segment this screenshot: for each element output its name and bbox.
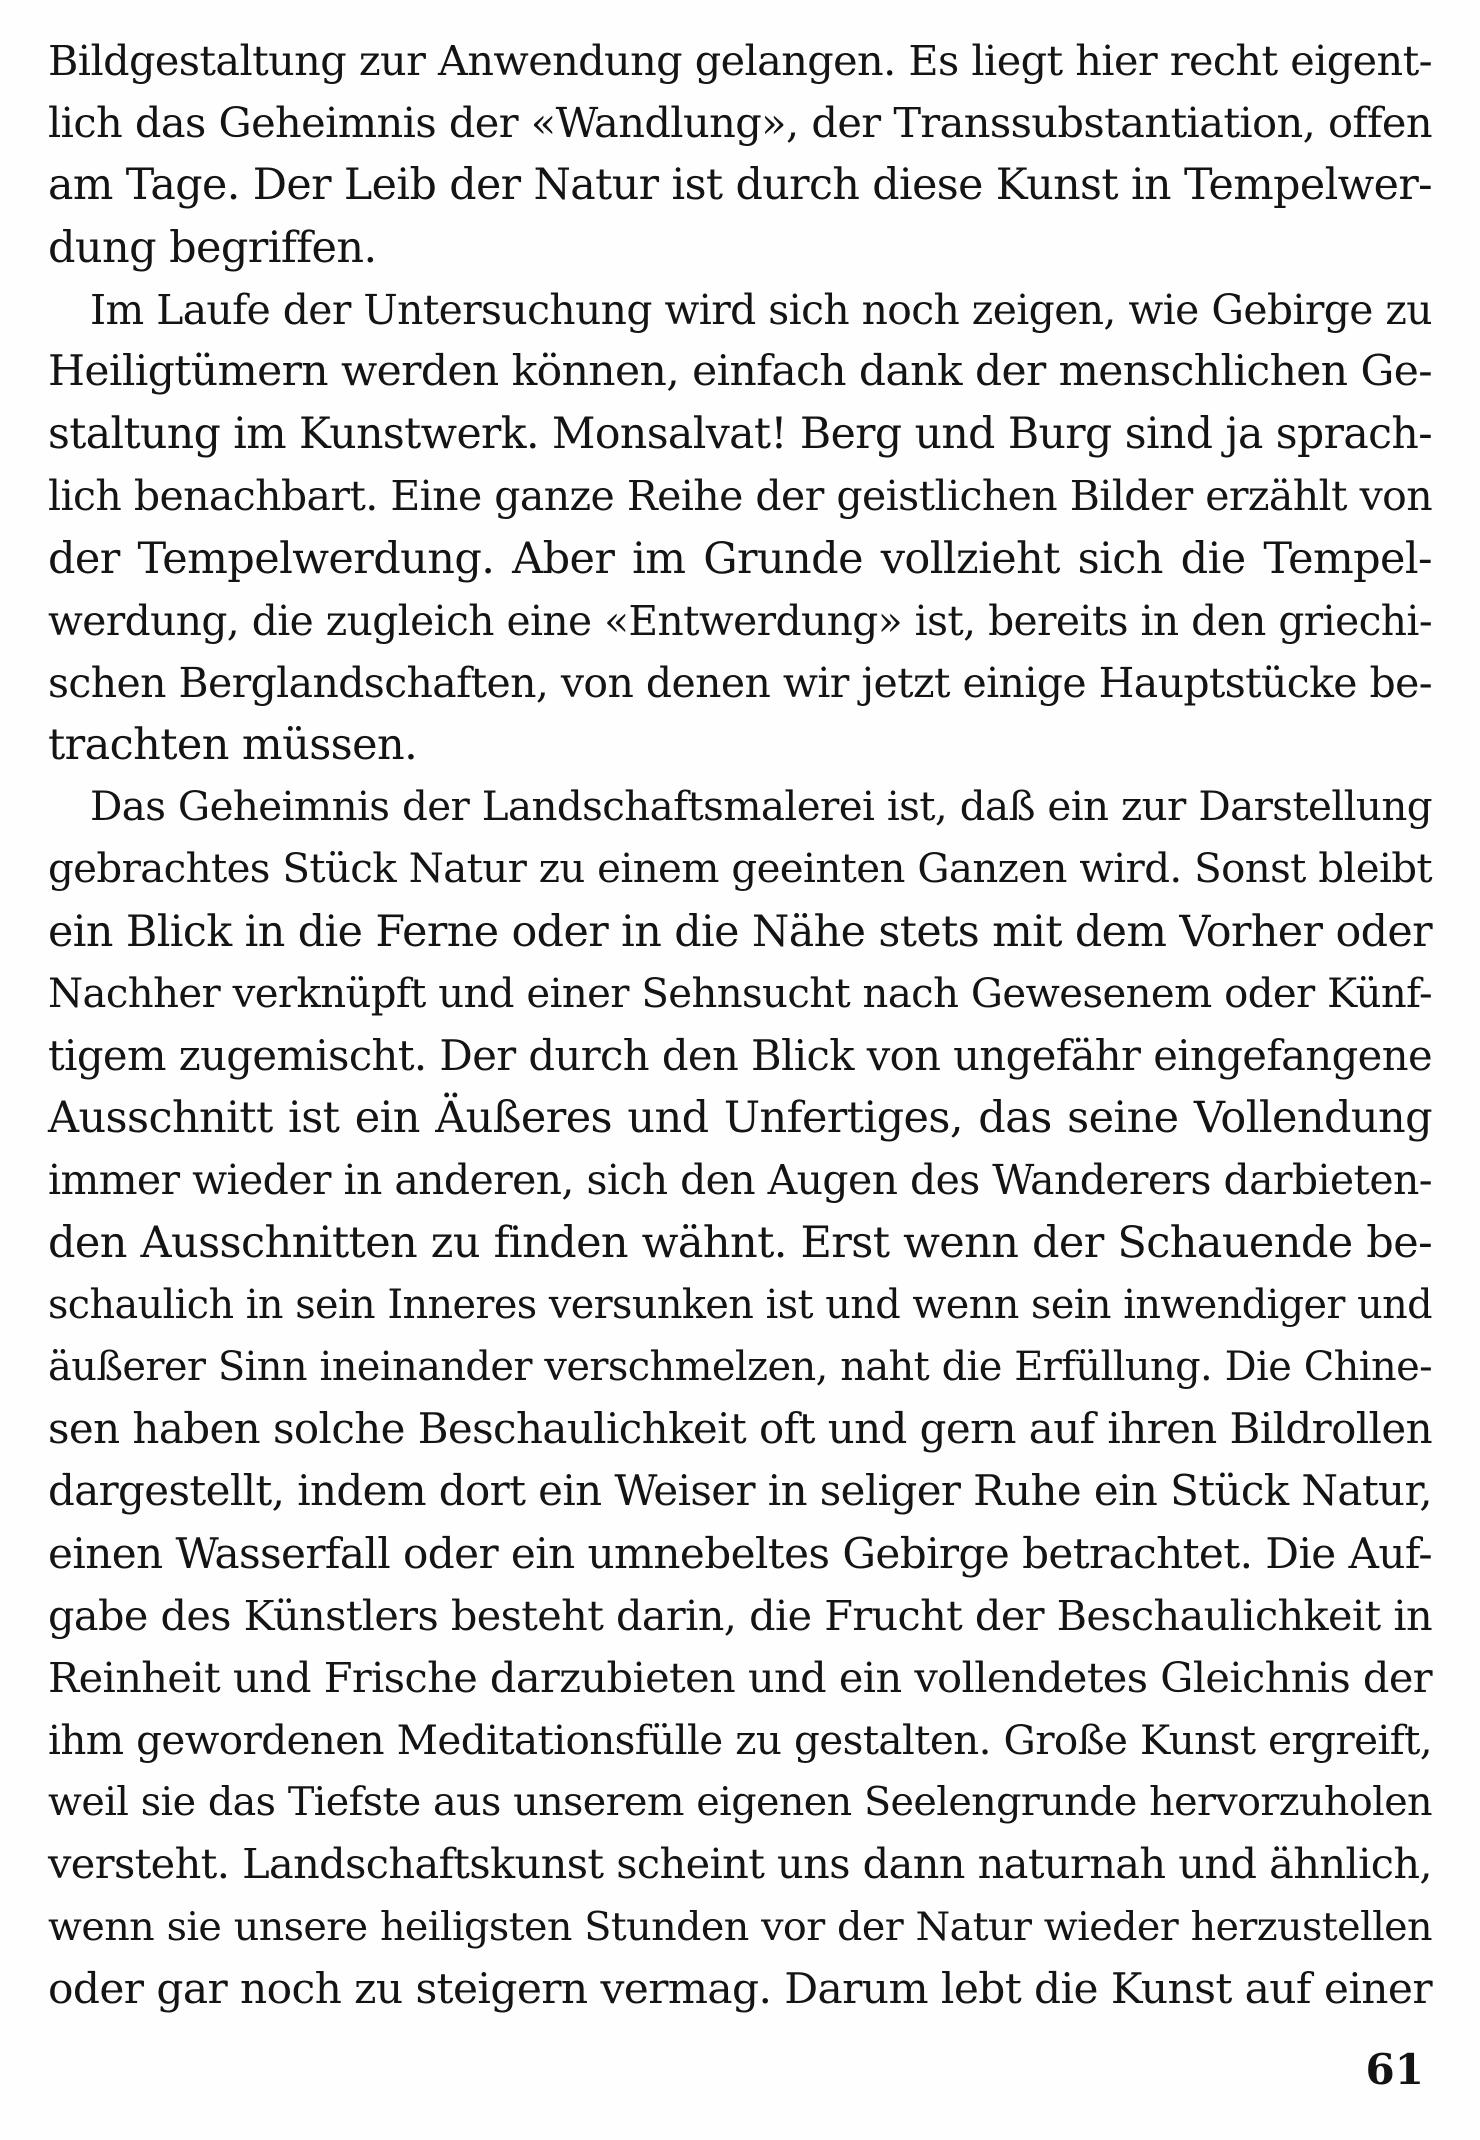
page-number: 61	[1365, 2045, 1424, 2094]
text-line: staltung im Kunstwerk. Monsalvat! Berg und Burg sind ja sprach-	[48, 409, 1432, 460]
text-line: am Tage. Der Leib der Natur ist durch diese Kunst in Tempelwer-	[48, 160, 1432, 211]
text-line: Heiligtümern werden können, einfach dank der menschlichen Ge-	[48, 346, 1432, 396]
text-line: immer wieder in anderen, sich den Augen des Wanderers darbieten-	[48, 1156, 1432, 1205]
text-line: oder gar noch zu steigern vermag. Darum lebt die Kunst auf einer	[48, 1963, 1432, 2013]
paragraph-2	[48, 279, 1432, 777]
text-line: Reinheit und Frische darzubieten und ein vollendetes Gleichnis der	[48, 1653, 1432, 1702]
text-line: Ausschnitt ist ein Äußeres und Unfertiges, das seine Vollendung	[48, 1093, 1432, 1144]
text-line: ein Blick in die Ferne oder in die Nähe stets mit dem Vorher oder	[48, 906, 1432, 957]
text-line: tigem zugemischt. Der durch den Blick von ungefähr eingefangene	[48, 1031, 1432, 1080]
paragraph-3	[48, 776, 1432, 2020]
text-line: Nachher verknüpft und einer Sehnsucht nach Gewesenem oder Künf-	[48, 970, 1432, 1017]
text-line: lich das Geheimnis der «Wandlung», der Transsubstantiation, offen	[48, 98, 1432, 148]
text-line: schen Berglandschaften, von denen wir jetzt einige Hauptstücke be-	[48, 658, 1432, 707]
text-line: dargestellt, indem dort ein Weiser in seliger Ruhe ein Stück Natur,	[48, 1466, 1432, 1516]
text-line: ihm gewordenen Meditationsfülle zu gestalten. Große Kunst ergreift,	[48, 1716, 1432, 1765]
text-line: Das Geheimnis der Landschaftsmalerei ist, daß ein zur Darstellung	[90, 783, 1432, 831]
text-line: versteht. Landschaftskunst scheint uns dann naturnah und ähnlich,	[48, 1840, 1432, 1889]
text-line: dung begriffen.	[48, 222, 377, 273]
text-line: schaulich in sein Inneres versunken ist und wenn sein inwendiger und	[48, 1281, 1432, 1328]
text-line: der Tempelwerdung. Aber im Grunde vollzieht sich die Tempel-	[48, 533, 1432, 584]
paragraph-1	[48, 30, 1432, 279]
text-line: werdung, die zugleich eine «Entwerdung» ist, bereits in den griechi-	[48, 596, 1432, 645]
text-line: Bildgestaltung zur Anwendung gelangen. Es liegt hier recht eigent-	[48, 37, 1432, 85]
body-text	[48, 30, 1432, 2020]
text-line: sen haben solche Beschaulichkeit oft und gern auf ihren Bildrollen	[48, 1404, 1432, 1454]
text-line: trachten müssen.	[48, 720, 418, 771]
text-line: Im Laufe der Untersuchung wird sich noch zeigen, wie Gebirge zu	[90, 285, 1432, 334]
text-line: den Ausschnitten zu finden wähnt. Erst wenn der Schauende be-	[48, 1217, 1432, 1268]
text-line: wenn sie unsere heiligsten Stunden vor der Natur wieder herzustellen	[48, 1903, 1432, 1950]
text-line: äußerer Sinn ineinander verschmelzen, naht die Erfüllung. Die Chine-	[48, 1343, 1432, 1390]
text-line: gebrachtes Stück Natur zu einem geeinten Ganzen wird. Sonst bleibt	[48, 845, 1432, 893]
text-line: gabe des Künstlers besteht darin, die Frucht der Beschaulichkeit in	[48, 1591, 1432, 1640]
text-line: einen Wasserfall oder ein umnebeltes Gebirge betrachtet. Die Auf-	[48, 1528, 1432, 1578]
text-line: weil sie das Tiefste aus unserem eigenen Seelengrunde hervorzuholen	[48, 1779, 1432, 1826]
text-line: lich benachbart. Eine ganze Reihe der geistlichen Bilder erzählt von	[48, 472, 1432, 521]
